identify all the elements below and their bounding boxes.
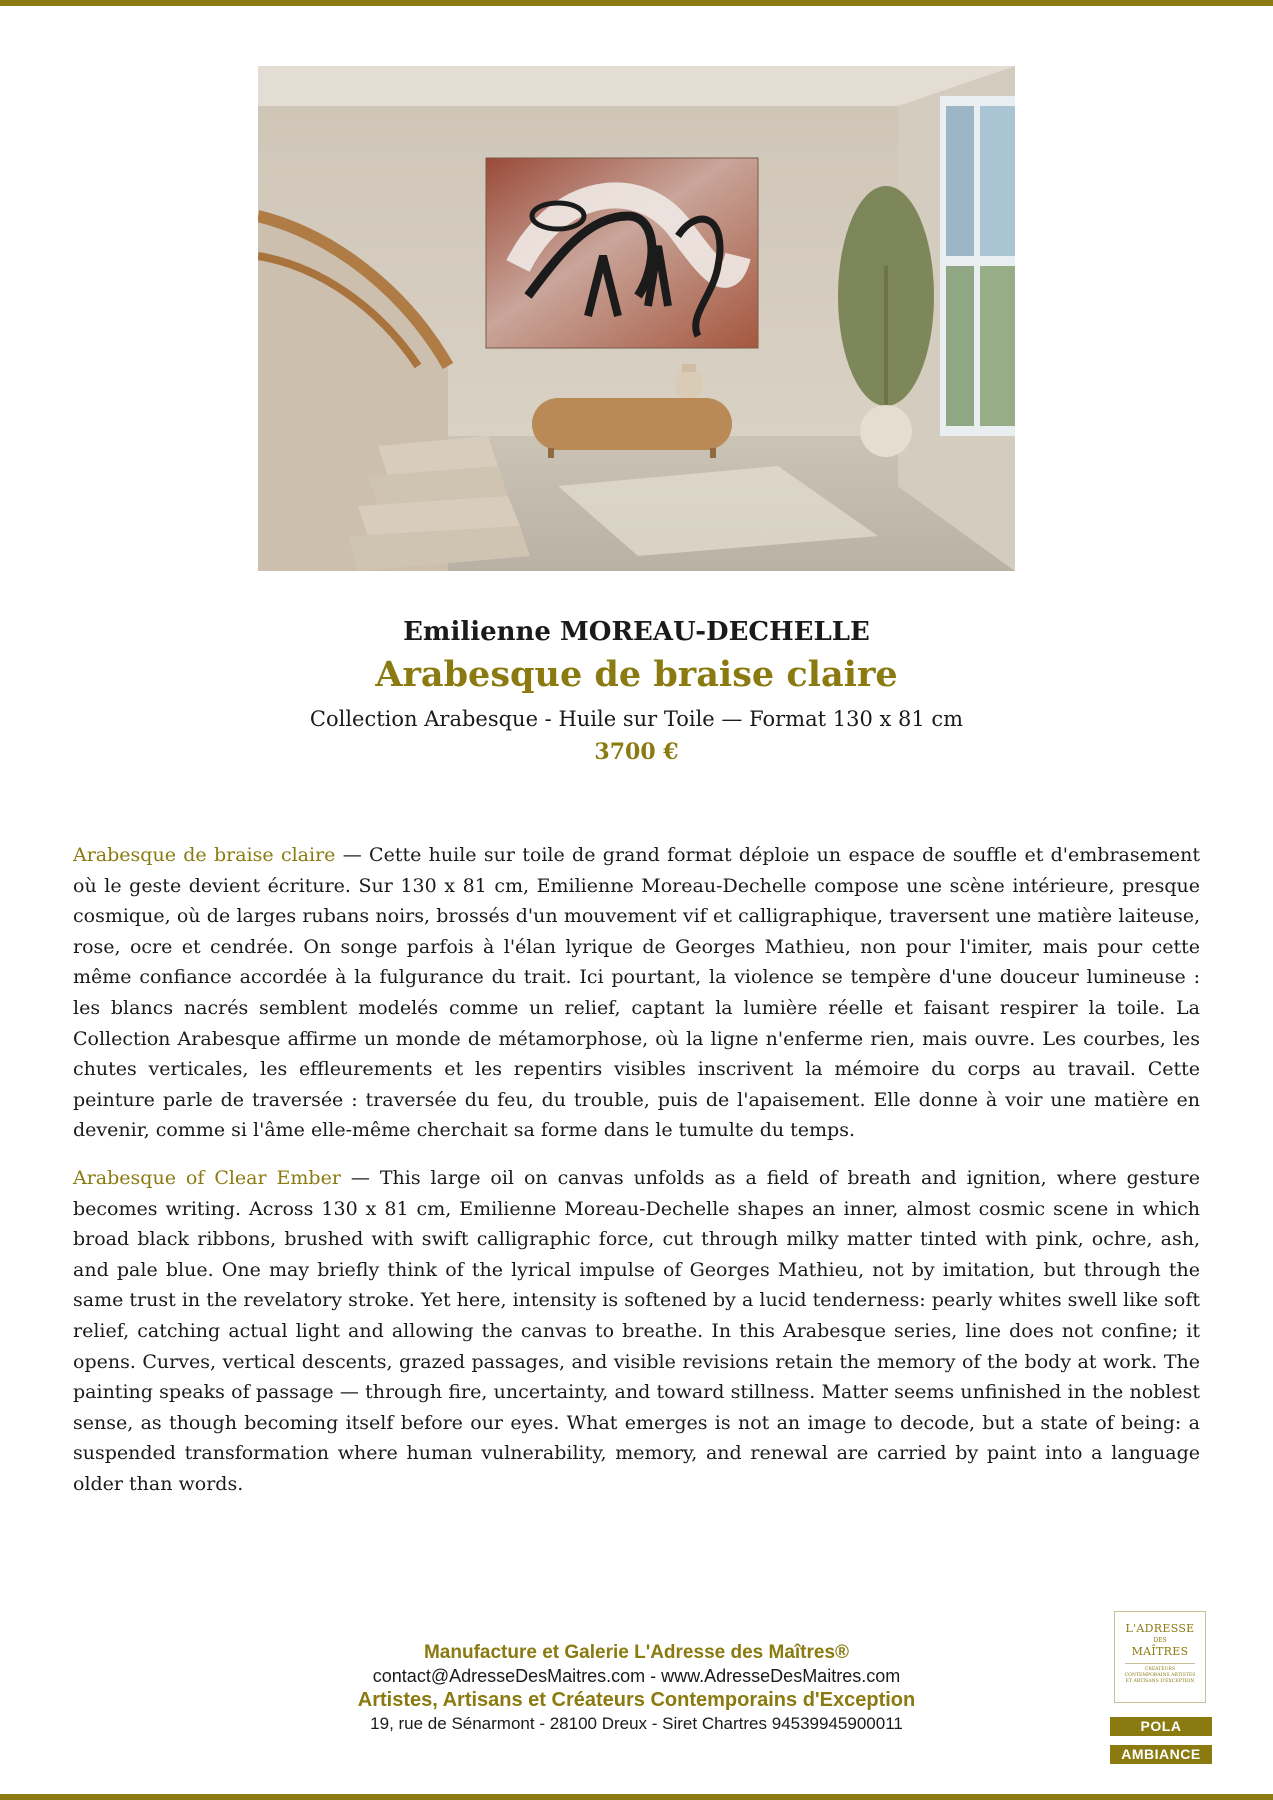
- artist-name: Emilienne MOREAU-DECHELLE: [403, 617, 870, 647]
- gallery-logo: [1114, 1611, 1206, 1703]
- artwork-photo: [258, 66, 1015, 571]
- pola-badge: POLA: [1110, 1717, 1212, 1736]
- artwork-title: Arabesque de braise claire: [375, 654, 898, 695]
- logo-line-1: L'ADRESSE: [1125, 1622, 1195, 1635]
- description-english-lead: Arabesque of Clear Ember: [73, 1167, 341, 1189]
- logo-divider: [1125, 1663, 1195, 1664]
- gallery-address: 19, rue de Sénarmont - 28100 Dreux - Siret Chartres 94539945900011: [370, 1714, 903, 1733]
- gallery-contact: contact@AdresseDesMaitres.com - www.AdresseDesMaitres.com: [372, 1666, 901, 1686]
- gallery-name: Manufacture et Galerie L'Adresse des Maîtres®: [423, 1642, 850, 1663]
- description-english: [73, 1163, 1200, 1500]
- artwork-meta: Collection Arabesque - Huile sur Toile — Format 130 x 81 cm: [309, 707, 964, 731]
- footer: [0, 1640, 1273, 1735]
- logo-line-3: MAÎTRES: [1131, 1645, 1189, 1658]
- description-french-body: — Cette huile sur toile de grand format déploie un espace de souffle et d'embrasement où le geste devient écriture. Sur 130 x 81 cm, Emilienne Moreau-Dechelle compose une scène intérieure, presque cosmique, où de larges rubans noirs, brossés d'un mouvement vif et calligraphique, traversent une matière laiteuse, rose, ocre et cendrée. On songe parfois à l'élan lyrique de Georges Mathieu, non pour l'imiter, mais pour cette même confiance accordée à la fulgurance du trait. Ici pourtant, la violence se tempère d'une douceur lumineuse : les blancs nacrés semblent modelés comme un relief, captant la lumière réelle et faisant respirer la toile. La Collection Arabesque affirme un monde de métamorphose, où la ligne n'enferme rien, mais ouvre. Les courbes, les chutes verticales, les effleurements et les repentirs visibles inscrivent la mémoire du corps au travail. Cette peinture parle de traversée : traversée du feu, du trouble, puis de l'apaisement. Elle donne à voir une matière en devenir, comme si l'âme elle-même cherchait sa forme dans le tumulte du temps.: [73, 844, 1200, 1142]
- ambiance-badge: AMBIANCE: [1110, 1745, 1212, 1764]
- artwork-header: [0, 612, 1273, 768]
- logo-line-4: CRÉATEURS CONTEMPORAINS ARTISTES ET ARTISANS D'EXCEPTION: [1124, 1667, 1196, 1684]
- description-french-lead: Arabesque de braise claire: [73, 844, 336, 866]
- artwork-price: 3700 €: [594, 739, 679, 765]
- top-accent-bar: [0, 0, 1273, 6]
- bottom-accent-bar: [0, 1794, 1273, 1800]
- description-french: [73, 840, 1200, 1146]
- description-english-body: — This large oil on canvas unfolds as a field of breath and ignition, where gesture becomes writing. Across 130 x 81 cm, Emilienne Moreau-Dechelle shapes an inner, almost cosmic scene in which broad black ribbons, brushed with swift calligraphic force, cut through milky matter tinted with pink, ochre, ash, and pale blue. One may briefly think of the lyrical impulse of Georges Mathieu, not by imitation, but through the same trust in the revelatory stroke. Yet here, intensity is softened by a lucid tenderness: pearly whites swell like soft relief, catching actual light and allowing the canvas to breathe. In this Arabesque series, line does not confine; it opens. Curves, vertical descents, grazed passages, and visible revisions retain the memory of the body at work. The painting speaks of passage — through fire, uncertainty, and toward stillness. Matter seems unfinished in the noblest sense, as though becoming itself before our eyes. What emerges is not an image to decode, but a state of being: a suspended transformation where human vulnerability, memory, and renewal are carried by paint into a language older than words.: [73, 1167, 1201, 1495]
- gallery-tagline: Artistes, Artisans et Créateurs Contemporains d'Exception: [357, 1689, 916, 1711]
- logo-line-2: DES: [1153, 1637, 1167, 1644]
